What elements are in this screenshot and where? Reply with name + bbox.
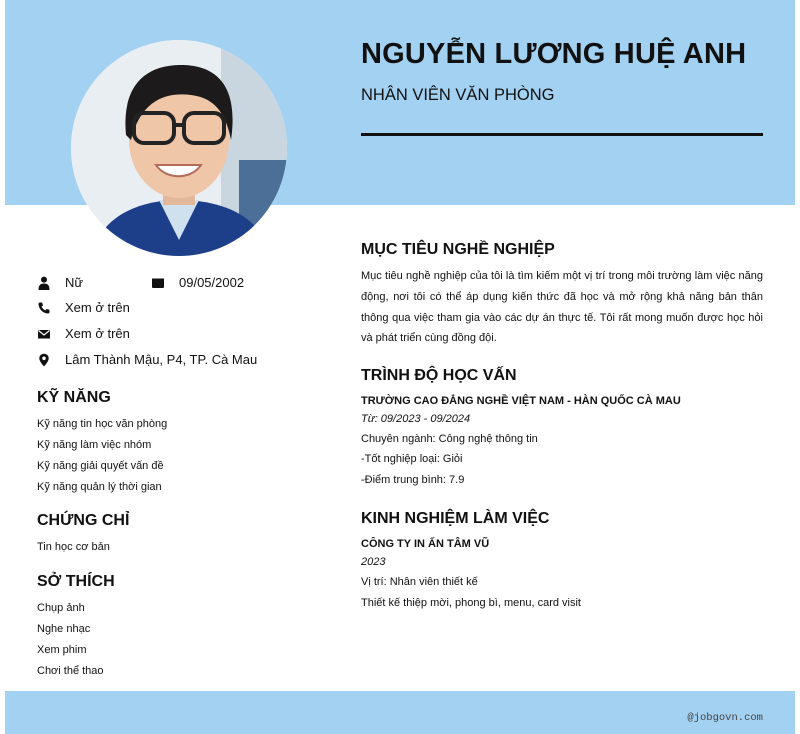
skills-list [37,418,167,502]
person-icon [37,276,51,290]
address-value: Lâm Thành Mậu, P4, TP. Cà Mau [65,352,258,367]
map-pin-icon [37,353,51,367]
phone-value: Xem ở trên [65,300,130,315]
objective-heading: MỤC TIÊU NGHỀ NGHIỆP [361,241,555,258]
hobbies-list [37,602,104,686]
experience-heading: KINH NGHIỆM LÀM VIỆC [361,510,550,527]
gender-row [37,275,83,290]
skill-item: Kỹ năng làm việc nhóm [37,439,152,451]
phone-row [37,300,130,315]
skill-item: Kỹ năng giải quyết vấn đề [37,460,164,472]
header-divider [361,133,763,136]
certificates-list [37,541,110,562]
education-heading: TRÌNH ĐỘ HỌC VẤN [361,367,517,384]
birthdate-row [151,275,244,290]
experience-year: 2023 [361,556,386,568]
hobby-item: Nghe nhạc [37,623,91,635]
hobby-item: Chụp ảnh [37,602,85,614]
candidate-job-title: NHÂN VIÊN VĂN PHÒNG [361,86,555,104]
certificate-item: Tin học cơ bản [37,541,110,553]
education-major: Chuyên ngành: Công nghệ thông tin [361,433,538,445]
certificates-heading: CHỨNG CHỈ [37,512,130,529]
calendar-icon [151,276,165,290]
experience-position: Vị trí: Nhân viên thiết kế [361,576,478,588]
email-value: Xem ở trên [65,326,130,341]
hobby-item: Chơi thể thao [37,665,104,677]
profile-photo [71,40,287,256]
footer-band [5,691,795,734]
hobby-item: Xem phim [37,644,87,656]
candidate-name: NGUYỄN LƯƠNG HUỆ ANH [361,38,747,70]
skill-item: Kỹ năng quản lý thời gian [37,481,162,493]
education-period: Từ: 09/2023 - 09/2024 [361,413,471,425]
education-gpa: -Điểm trung bình: 7.9 [361,474,465,486]
hobbies-heading: SỞ THÍCH [37,573,115,590]
education-school: TRƯỜNG CAO ĐẲNG NGHỀ VIỆT NAM - HÀN QUỐC CÀ MAU [361,395,681,407]
email-row [37,326,130,341]
address-row [37,352,257,367]
education-grade: -Tốt nghiệp loại: Giỏi [361,453,463,465]
envelope-icon [37,327,51,341]
skill-item: Kỹ năng tin học văn phòng [37,418,168,430]
objective-text: Mục tiêu nghề nghiệp của tôi là tìm kiếm một vị trí trong môi trường làm việc năng động, nơi tôi có thể áp dụng kiến thức đã học và mở rộng khả năng bản thân thông qua việc tham gia vào các dự án thực tế. Tôi rất mong muốn được học hỏi và phát triển cùng đồng đội. [361,270,763,345]
phone-icon [37,301,51,315]
gender-value: Nữ [65,275,84,290]
footer-watermark: @jobgovn.com [687,712,763,724]
cv-page [5,0,795,734]
experience-company: CÔNG TY IN ẤN TÂM VŨ [361,538,490,550]
experience-description: Thiết kế thiệp mời, phong bì, menu, card visit [361,597,581,609]
birthdate-value: 09/05/2002 [179,275,245,290]
skills-heading: KỸ NĂNG [37,389,111,406]
